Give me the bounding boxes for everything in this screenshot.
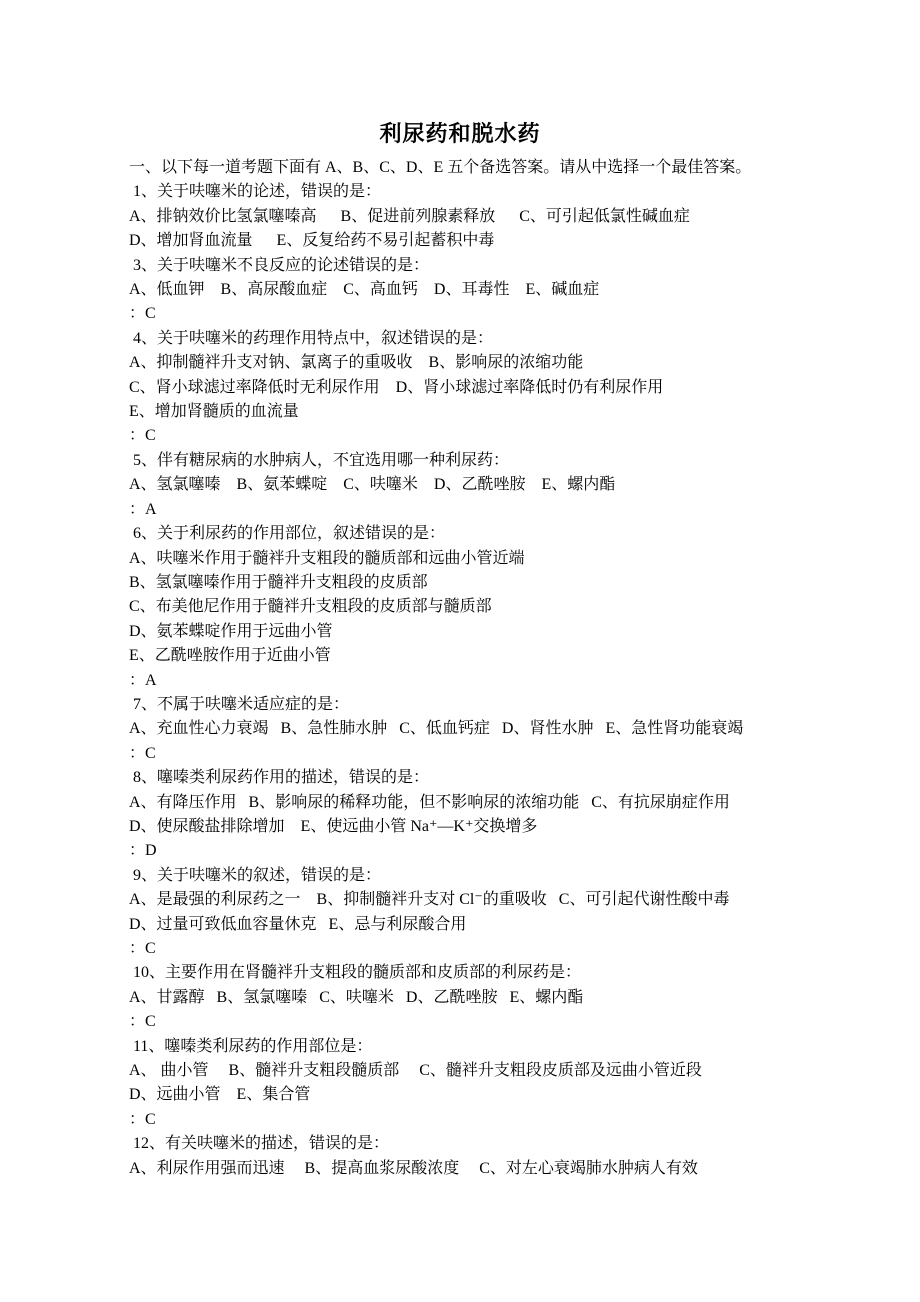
question-stem: 3、关于呋噻米不良反应的论述错误的是：: [129, 256, 430, 274]
question-block: [129, 180, 799, 253]
question-stem: 6、关于利尿药的作用部位，叙述错误的是：: [129, 525, 446, 543]
answer-line: ：A: [129, 671, 157, 689]
answer-line: ：D: [129, 842, 157, 860]
question-block: [129, 327, 799, 449]
question-block: [129, 1132, 799, 1181]
question-block: [129, 522, 799, 693]
question-block: [129, 449, 799, 522]
option-line: D、远曲小管 E、集合管: [129, 1086, 311, 1104]
question-stem: 1、关于呋噻米的论述，错误的是：: [129, 183, 382, 201]
option-line: D、增加肾血流量 E、反复给药不易引起蓄积中毒: [129, 232, 495, 250]
option-line: A、排钠效价比氢氯噻嗪高 B、促进前列腺素释放 C、可引起低氯性碱血症: [129, 207, 690, 225]
option-line: A、有降压作用 B、影响尿的稀释功能，但不影响尿的浓缩功能 C、有抗尿崩症作用: [129, 793, 730, 811]
question-stem: 4、关于呋噻米的药理作用特点中，叙述错误的是：: [129, 329, 494, 347]
answer-line: ：A: [129, 500, 157, 518]
answer-line: ：C: [129, 1013, 156, 1031]
option-line: D、使尿酸盐排除增加 E、使远曲小管 Na⁺—K⁺交换增多: [129, 817, 538, 835]
question-block: [129, 864, 799, 962]
option-line: B、氢氯噻嗪作用于髓袢升支粗段的皮质部: [129, 573, 428, 591]
question-stem: 11、噻嗪类利尿药的作用部位是：: [129, 1037, 373, 1055]
question-stem: 5、伴有糖尿病的水肿病人，不宜选用哪一种利尿药：: [129, 451, 510, 469]
option-line: A、抑制髓袢升支对钠、氯离子的重吸收 B、影响尿的浓缩功能: [129, 354, 584, 372]
answer-line: ：C: [129, 940, 156, 957]
question-stem: 10、主要作用在肾髓袢升支粗段的髓质部和皮质部的利尿药是：: [129, 964, 582, 982]
answer-line: ：C: [129, 427, 156, 445]
option-line: A、是最强的利尿药之一 B、抑制髓袢升支对 Cl⁻的重吸收 C、可引起代谢性酸中毒: [129, 891, 730, 909]
answer-line: ：C: [129, 744, 156, 762]
document-body: [129, 156, 799, 1181]
option-line: C、布美他尼作用于髓袢升支粗段的皮质部与髓质部: [129, 598, 492, 616]
option-line: A、呋噻米作用于髓袢升支粗段的髓质部和远曲小管近端: [129, 549, 525, 567]
question-stem: 12、有关呋噻米的描述，错误的是：: [129, 1135, 390, 1153]
option-line: A、充血性心力衰竭 B、急性肺水肿 C、低血钙症 D、肾性水肿 E、急性肾功能衰竭: [129, 720, 744, 738]
question-block: [129, 766, 799, 864]
answer-line: ：C: [129, 305, 156, 323]
option-line: C、肾小球滤过率降低时无利尿作用 D、肾小球滤过率降低时仍有利尿作用: [129, 378, 664, 396]
question-block: [129, 961, 799, 1034]
option-line: A、 曲小管 B、髓袢升支粗段髓质部 C、髓袢升支粗段皮质部及远曲小管近段: [129, 1062, 702, 1080]
option-line: D、过量可致低血容量休克 E、忌与利尿酸合用: [129, 915, 467, 933]
question-block: [129, 254, 799, 327]
option-line: A、低血钾 B、高尿酸血症 C、高血钙 D、耳毒性 E、碱血症: [129, 281, 600, 299]
option-line: A、甘露醇 B、氢氯噻嗪 C、呋噻米 D、乙酰唑胺 E、螺内酯: [129, 988, 584, 1006]
questions-container: [129, 180, 799, 1181]
option-line: D、氨苯蝶啶作用于远曲小管: [129, 622, 333, 640]
page-title: 利尿药和脱水药: [379, 121, 541, 146]
option-line: A、利尿作用强而迅速 B、提高血浆尿酸浓度 C、对左心衰竭肺水肿病人有效: [129, 1159, 698, 1177]
instruction-line: 一、以下每一道考题下面有 A、B、C、D、E 五个备选答案。请从中选择一个最佳答案。: [129, 159, 752, 176]
option-line: A、氢氯噻嗪 B、氨苯蝶啶 C、呋噻米 D、乙酰唑胺 E、螺内酯: [129, 476, 616, 494]
question-block: [129, 693, 799, 766]
question-stem: 9、关于呋噻米的叙述，错误的是：: [129, 866, 382, 884]
answer-line: ：C: [129, 1110, 156, 1128]
question-stem: 8、噻嗪类利尿药作用的描述，错误的是：: [129, 769, 430, 787]
question-block: [129, 1035, 799, 1133]
question-stem: 7、不属于呋噻米适应症的是：: [129, 695, 350, 713]
option-line: E、乙酰唑胺作用于近曲小管: [129, 647, 331, 665]
option-line: E、增加肾髓质的血流量: [129, 403, 299, 421]
